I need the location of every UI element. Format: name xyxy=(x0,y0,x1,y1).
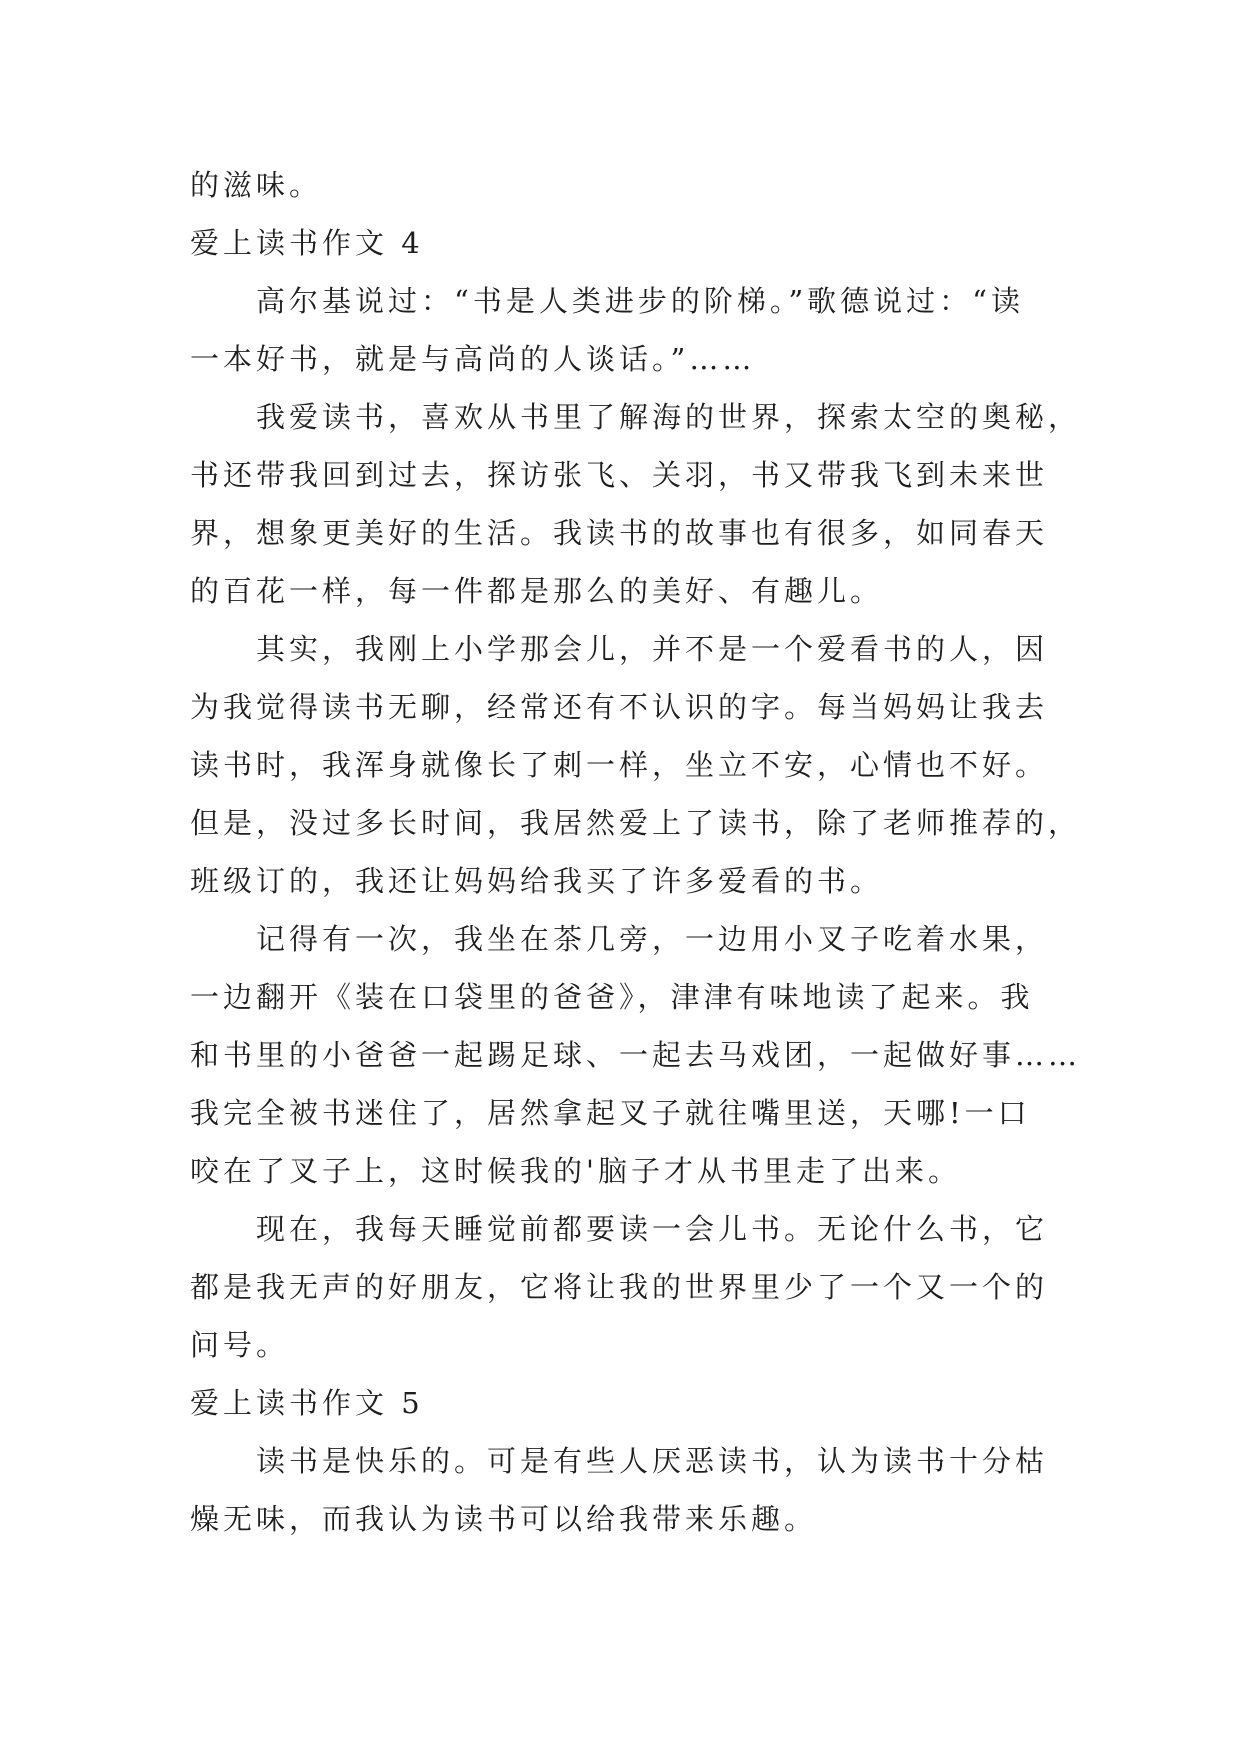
text-line: 都是我无声的好朋友，它将让我的世界里少了一个又一个的 xyxy=(190,1270,1049,1304)
text-line: 现在，我每天睡觉前都要读一会儿书。无论什么书，它 xyxy=(256,1212,1049,1246)
text-line: 班级订的，我还让妈妈给我买了许多爱看的书。 xyxy=(190,864,884,898)
text-line: 一边翻开《装在口袋里的爸爸》，津津有味地读了起来。我 xyxy=(190,980,1034,1014)
section-heading: 爱上读书作文 5 xyxy=(190,1386,424,1420)
document-body xyxy=(190,156,1090,1548)
text-line: 界，想象更美好的生活。我读书的故事也有很多，如同春天 xyxy=(190,516,1049,550)
text-line: 但是，没过多长时间，我居然爱上了读书，除了老师推荐的， xyxy=(190,806,1082,840)
section-heading: 爱上读书作文 4 xyxy=(190,226,424,260)
text-line: 一本好书，就是与高尚的人谈话。”…… xyxy=(190,342,756,376)
text-line: 读书是快乐的。可是有些人厌恶读书，认为读书十分枯 xyxy=(256,1444,1049,1478)
text-line: 咬在了叉子上，这时候我的'脑子才从书里走了出来。 xyxy=(190,1154,961,1188)
text-line: 的滋味。 xyxy=(190,168,323,202)
text-line: 读书时，我浑身就像长了刺一样，坐立不安，心情也不好。 xyxy=(190,748,1049,782)
text-line: 为我觉得读书无聊，经常还有不认识的字。每当妈妈让我去 xyxy=(190,690,1049,724)
text-line: 我完全被书迷住了，居然拿起叉子就往嘴里送，天哪!一口 xyxy=(190,1096,1031,1130)
text-line: 和书里的小爸爸一起踢足球、一起去马戏团，一起做好事…… xyxy=(190,1038,1082,1072)
text-line: 我爱读书，喜欢从书里了解海的世界，探索太空的奥秘， xyxy=(256,400,1082,434)
text-line: 高尔基说过：“书是人类进步的阶梯。”歌德说过：“读 xyxy=(256,284,1024,318)
text-line: 记得有一次，我坐在茶几旁，一边用小叉子吃着水果， xyxy=(256,922,1049,956)
text-line: 的百花一样，每一件都是那么的美好、有趣儿。 xyxy=(190,574,884,608)
text-line: 燥无味，而我认为读书可以给我带来乐趣。 xyxy=(190,1502,818,1536)
text-line: 书还带我回到过去，探访张飞、关羽，书又带我飞到未来世 xyxy=(190,458,1049,492)
text-line: 问号。 xyxy=(190,1328,290,1362)
text-line: 其实，我刚上小学那会儿，并不是一个爱看书的人，因 xyxy=(256,632,1049,666)
